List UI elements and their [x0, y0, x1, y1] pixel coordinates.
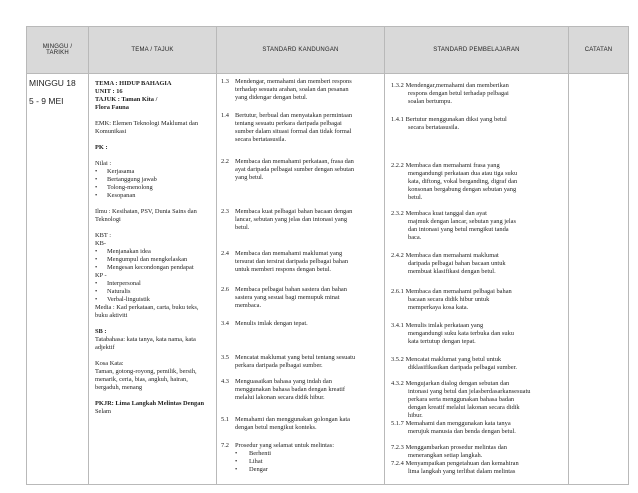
- pkjr-text: PKJR: Lima Langkah Melintas Dengan: [95, 400, 205, 407]
- kb-heading: KB-: [95, 240, 107, 247]
- minggu-cell: [27, 74, 89, 485]
- pk-heading: PK :: [95, 144, 108, 151]
- list-item: • Tolong-menolong: [95, 184, 213, 192]
- list-item: • Mengesan kecondongan pendapat: [95, 264, 213, 272]
- pembelajaran-item: 1.3.2 Mendengar,memahami dan memberikan respons dengan betul terhadap pelbagai soalan bertumpu.: [391, 82, 509, 105]
- pembelajaran-item: 2.2.2 Membaca dan memahami frasa yang mengandungi perkataan dua atau tiga suku kata, diftong, vokal berganding, digraf dan konsonan bergabung dengan sebutan yang betul.: [391, 162, 518, 201]
- kandungan-item: 5.1 Memahami dan menggunakan golongan kata dengan betul mengikut konteks.: [221, 416, 350, 431]
- list-item: • Menjanakan idea: [95, 248, 213, 256]
- sb-text: Tatabahasa: kata tanya, kata nama, kata: [95, 336, 196, 343]
- tema-cell: [89, 74, 217, 485]
- list-item: • Verbal-linguistik: [95, 296, 213, 304]
- catatan-cell: [569, 74, 629, 485]
- nilai-heading: Nilai :: [95, 160, 112, 167]
- pembelajaran-item: 3.5.2 Mencatat maklumat yang betul untuk diklasifikasikan daripada pelbagai sumber.: [391, 356, 517, 371]
- kosa-kata-text: menarik, ceria, bias, angkuh, hairan,: [95, 376, 188, 383]
- media-text-cont: buku aktiviti: [95, 312, 128, 319]
- header-catatan: CATATAN: [569, 27, 629, 74]
- kandungan-cell: [217, 74, 385, 485]
- kbt-heading: KBT :: [95, 232, 112, 239]
- kandungan-item: 2.6 Membaca pelbagai bahan sastera dan bahan sastera yang sesuai bagi memupuk minat membaca.: [221, 286, 347, 309]
- header-minggu: MINGGU / TARIKH: [27, 27, 89, 74]
- kandungan-item: 2.4 Membaca dan memahami maklumat yang tersurat dan tersirat daripada pelbagai bahan untuk memberi respons dengan betul.: [221, 250, 349, 273]
- pembelajaran-item: 2.3.2 Membaca kuat tanggal dan ayat majmuk dengan lancar, sebutan yang jelas dan intonasi yang betul mengikut tanda baca.: [391, 210, 516, 241]
- kandungan-item: 2.2 Membaca dan memahami perkataan, frasa dan ayat daripada pelbagai sumber dengan sebutan yang betul.: [221, 158, 355, 181]
- list-item: • Berhenti: [235, 450, 380, 458]
- list-item: • Interpersonal: [95, 280, 213, 288]
- list-item: • Kerjasama: [95, 168, 213, 176]
- pembelajaran-item: 7.2.3 Menggambarkan prosedur melintas dan menerangkan setiap langkah.: [391, 444, 507, 459]
- list-item: • Mengumpul dan mengkelaskan: [95, 256, 213, 264]
- kosa-kata-text: bergaduh, menang: [95, 384, 143, 391]
- kandungan-item: 2.3 Membaca kuat pelbagai bahan bacaan dengan lancar, sebutan yang jelas dan intonasi yang betul.: [221, 208, 353, 231]
- pembelajaran-item: 4.3.2 Mengujarkan dialog dengan sebutan dan intonasi yang betul dan jelasberdasarkansesuatu perkara serta menggunakan bahasa badan dengan kreatif melalui lakonan secara didik hibur.: [391, 380, 531, 419]
- list-item: • Bertanggung jawab: [95, 176, 213, 184]
- kandungan-item: 4.3 Menguasaikan bahasa yang indah dan menggunakan bahasa badan dengan kreatif melalui lakonan secara didik hibur.: [221, 378, 346, 401]
- pembelajaran-item: 7.2.4 Menyampaikan pengetahuan dan kemahiran lima langkah yang terlibat dalam melintas: [391, 460, 519, 475]
- list-item: • Dengar: [235, 466, 380, 474]
- kandungan-item: 1.3 Mendengar, memahami dan memberi respons terhadap sesuatu arahan, soalan dan pesanan yang didengar dengan betul.: [221, 78, 352, 101]
- header-pembelajaran: STANDARD PEMBELAJARAN: [385, 27, 569, 74]
- list-item: • Naturalis: [95, 288, 213, 296]
- kp-list: [95, 280, 213, 304]
- kosa-kata-text: Taman, gotong-royong, pemilik, bersih,: [95, 368, 197, 375]
- list-item: • Lihat: [235, 458, 380, 466]
- emk-text-cont: Komunikasi: [95, 128, 127, 135]
- kb-list: [95, 248, 213, 272]
- week-row: [27, 74, 629, 485]
- header-kandungan: STANDARD KANDUNGAN: [217, 27, 385, 74]
- nilai-list: [95, 168, 213, 200]
- unit-label: UNIT : 16: [95, 88, 123, 95]
- pembelajaran-item: 5.1.7 Memahami dan menggunakan kata tanya merujuk manusia dan benda dengan betul.: [391, 420, 516, 435]
- tajuk-label: TAJUK : Taman Kita /: [95, 96, 158, 103]
- header-tema: TEMA / TAJUK: [89, 27, 217, 74]
- week-label: MINGGU 18: [29, 78, 76, 88]
- tema-title: TEMA : HIDUP BAHAGIA: [95, 80, 172, 87]
- kandungan-item: 3.4 Menulis imlak dengan tepat.: [221, 320, 308, 327]
- kandungan-item: 7.2 Prosedur yang selamat untuk melintas:: [221, 442, 335, 449]
- kp-heading: KP -: [95, 272, 107, 279]
- emk-text: EMK: Elemen Teknologi Maklumat dan: [95, 120, 199, 127]
- rpt-table: [26, 26, 629, 485]
- tajuk-cont: Flora Fauna: [95, 104, 129, 111]
- kandungan-item: 1.4 Bertutur, berbual dan menyatakan permintaan tentang sesuatu perkara daripada pelbagai sumber dalam situasi formal dan tidak formal secara bertatasusila.: [221, 112, 353, 143]
- ilmu-text: Ilmu : Kesihatan, PSV, Dunia Sains dan: [95, 208, 197, 215]
- week-dates: 5 - 9 MEI: [29, 96, 64, 106]
- kandungan-item: 3.5 Mencatat maklumat yang betul tentang sesuatu perkara daripada pelbagai sumber.: [221, 354, 356, 369]
- pembelajaran-item: 2.6.1 Membaca dan memahami pelbagai bahan bacaan secara didik hibur untuk memperkaya kosa kata.: [391, 288, 512, 311]
- pembelajaran-item: 1.4.1 Bertutur menggunakan diksi yang betul secara bertatasusila.: [391, 116, 507, 131]
- sb-heading: SB :: [95, 328, 107, 335]
- ilmu-text-cont: Teknologi: [95, 216, 121, 223]
- header-row: [27, 27, 629, 74]
- pkjr-text-cont: Selam: [95, 408, 111, 415]
- melintas-steps: [221, 450, 380, 474]
- kosa-kata-heading: Kosa Kata:: [95, 360, 124, 367]
- pembelajaran-cell: [385, 74, 569, 485]
- pembelajaran-item: 3.4.1 Menulis imlak perkataan yang mengandungi suku kata terbuka dan suku kata tertutup dengan tepat.: [391, 322, 514, 345]
- sb-text-cont: adjektif: [95, 344, 115, 351]
- media-text: Media : Kad perkataan, carta, buku teks,: [95, 304, 199, 311]
- pembelajaran-item: 2.4.2 Membaca dan memahami maklumat daripada pelbagai bahan bacaan untuk membuat klasifikasi dengan betul.: [391, 252, 506, 275]
- list-item: • Kesopanan: [95, 192, 213, 200]
